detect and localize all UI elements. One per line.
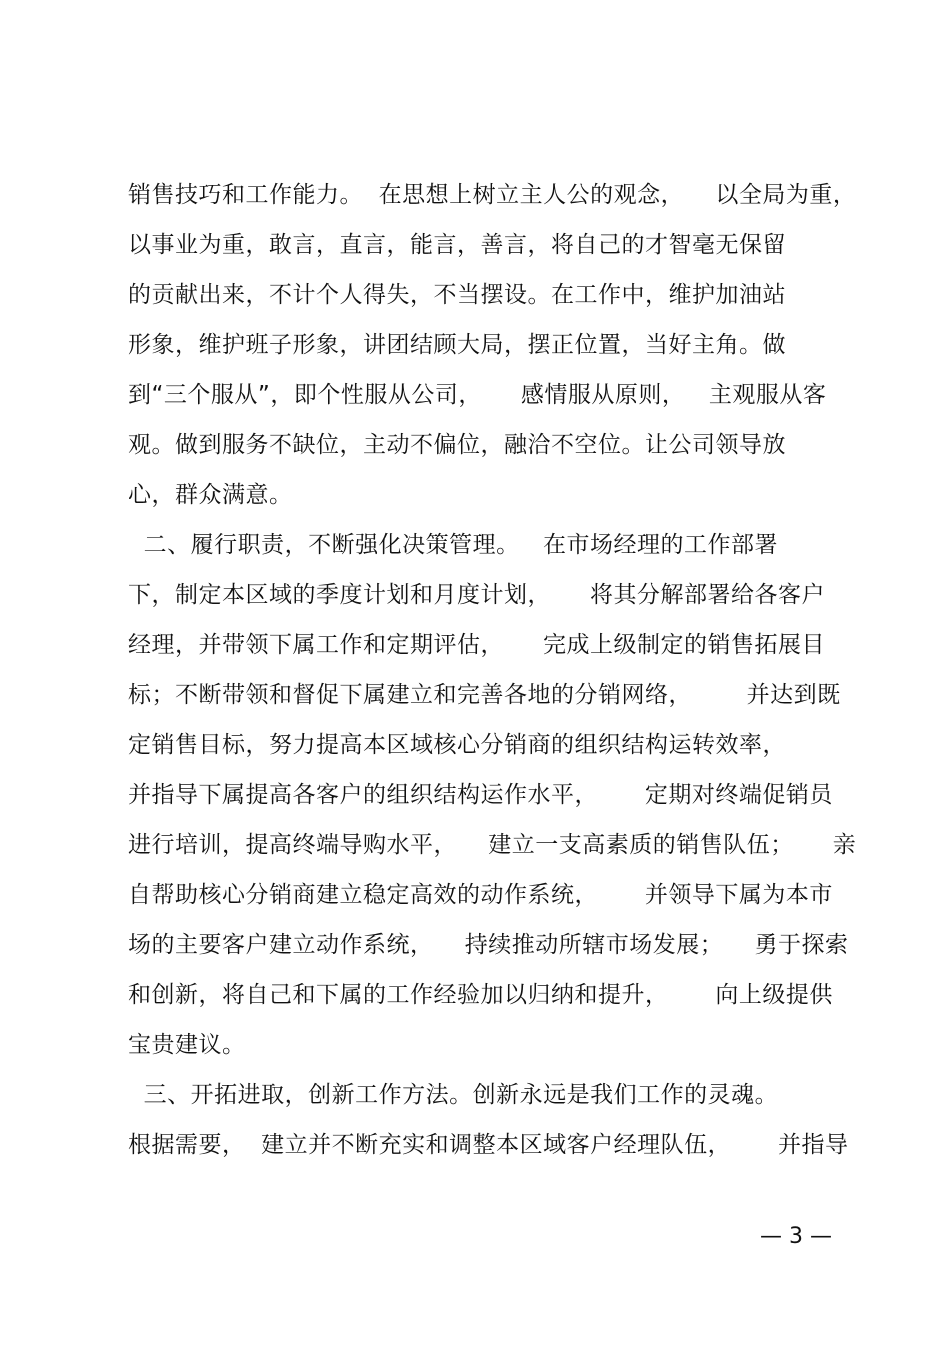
text-line: 根据需要， 建立并不断充实和调整本区域客户经理队伍， 并指导: [128, 1132, 849, 1158]
text-line: 的贡献出来，不计个人得失，不当摆设。在工作中，维护加油站: [128, 282, 786, 308]
text-line: 形象，维护班子形象，讲团结顾大局，摆正位置，当好主角。做: [128, 332, 786, 358]
text-line: 自帮助核心分销商建立稳定高效的动作系统， 并领导下属为本市: [128, 882, 833, 908]
text-line: 经理，并带领下属工作和定期评估， 完成上级制定的销售拓展目: [128, 632, 826, 658]
text-line: 三、开拓进取，创新工作方法。创新永远是我们工作的灵魂。: [128, 1082, 779, 1108]
text-line: 观。做到服务不缺位，主动不偏位，融洽不空位。让公司领导放: [128, 432, 786, 458]
page-number: — 3 —: [760, 1224, 832, 1249]
text-line: 二、履行职责，不断强化决策管理。 在市场经理的工作部署: [128, 532, 779, 558]
text-line: 销售技巧和工作能力。 在思想上树立主人公的观念， 以全局为重，: [128, 182, 857, 208]
text-line: 进行培训，提高终端导购水平， 建立一支高素质的销售队伍； 亲: [128, 832, 857, 858]
text-line: 并指导下属提高各客户的组织结构运作水平， 定期对终端促销员: [128, 782, 833, 808]
text-line: 以事业为重，敢言，直言，能言，善言，将自己的才智毫无保留: [128, 232, 786, 258]
text-line: 下，制定本区域的季度计划和月度计划， 将其分解部署给各客户: [128, 582, 826, 608]
text-line: 定销售目标，努力提高本区域核心分销商的组织结构运转效率，: [128, 732, 786, 758]
text-line: 心，群众满意。: [128, 482, 293, 508]
text-line: 和创新，将自己和下属的工作经验加以归纳和提升， 向上级提供: [128, 982, 833, 1008]
text-line: 场的主要客户建立动作系统， 持续推动所辖市场发展； 勇于探索: [128, 932, 849, 958]
text-line: 标；不断带领和督促下属建立和完善各地的分销网络， 并达到既: [128, 682, 841, 708]
text-line: 到“三个服从”，即个性服从公司， 感情服从原则， 主观服从客: [128, 382, 827, 408]
text-line: 宝贵建议。: [128, 1032, 246, 1058]
